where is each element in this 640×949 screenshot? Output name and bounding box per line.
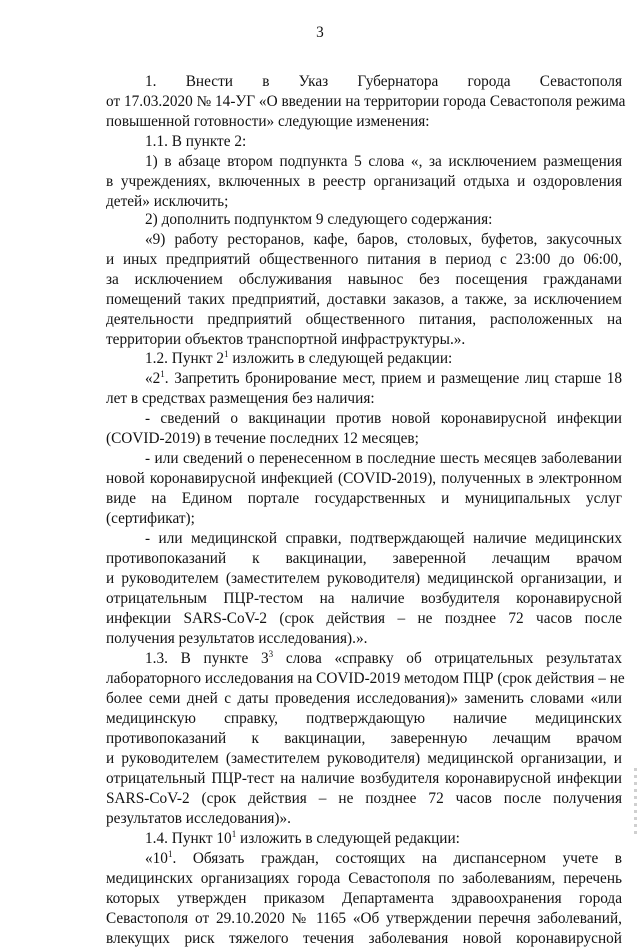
text-line: противопоказаний к вакцинации, заверенной лечащим врачом bbox=[106, 550, 622, 567]
superscript: 1 bbox=[167, 849, 173, 859]
text-line: 1.4. Пункт $10^1$ изложить в следующей редакции: bbox=[145, 829, 460, 847]
text-line: «$2^1$. Запретить бронирование мест, прием и размещение лиц старше 18 bbox=[145, 369, 622, 387]
text-line: и руководителем (заместителем руководителя) медицинской организации, и bbox=[106, 750, 622, 767]
text-line: за исключением обслуживания навынос без посещения гражданами bbox=[106, 271, 622, 288]
text-line: в учреждениях, включенных в реестр организаций отдыха и оздоровления bbox=[106, 173, 622, 190]
text-line: от 17.03.2020 № 14-УГ «О введении на территории города Севастополя режима bbox=[106, 93, 626, 110]
text-line: Севастополя от 29.10.2020 № 1165 «Об утверждении перечня заболеваний, bbox=[106, 910, 622, 927]
superscript: 3 bbox=[268, 649, 274, 659]
text-line: новой коронавирусной инфекцией (COVID-2019), полученных в электронном bbox=[106, 470, 622, 487]
text-line: 1.2. Пункт $2^1$ изложить в следующей редакции: bbox=[145, 349, 453, 367]
text-line: повышенной готовности» следующие изменения: bbox=[106, 113, 430, 130]
text-line: - или медицинской справки, подтверждающей наличие медицинских bbox=[145, 530, 622, 547]
text-line: деятельности предприятий общественного питания, расположенных на bbox=[106, 311, 622, 328]
text-line: отрицательным ПЦР-тестом на наличие возбудителя коронавирусной bbox=[106, 590, 622, 607]
text-line: 1) в абзаце втором подпункта 5 слова «, за исключением размещения bbox=[145, 153, 622, 170]
text-line: детей» исключить; bbox=[106, 193, 229, 210]
superscript: 1 bbox=[160, 369, 165, 379]
page-number: 3 bbox=[316, 24, 324, 41]
text-line: противопоказаний к вакцинации, заверенную лечащим врачом bbox=[106, 730, 622, 747]
text-line: и руководителем (заместителем руководителя) медицинской организации, и bbox=[106, 570, 622, 587]
text-line: которых утвержден приказом Департамента здравоохранения города bbox=[106, 890, 622, 907]
text-line: 2) дополнить подпунктом 9 следующего содержания: bbox=[145, 211, 493, 228]
text-line: получения результатов исследования).». bbox=[106, 630, 368, 647]
text-line: 1. Внести в Указ Губернатора города Севастополя bbox=[145, 73, 622, 90]
superscript: 1 bbox=[231, 829, 237, 839]
text-line: результатов исследования)». bbox=[106, 810, 291, 827]
text-line: инфекции SARS-CoV-2 (срок действия – не позднее 72 часов после bbox=[106, 610, 622, 627]
text-line: лабораторного исследования на COVID-2019 методом ПЦР (срок действия – не bbox=[106, 670, 625, 687]
text-line: лет в средствах размещения без наличия: bbox=[106, 390, 375, 407]
text-line: медицинскую справку, подтверждающую наличие медицинских bbox=[106, 710, 622, 727]
text-line: «$10^1$. Обязать граждан, состоящих на диспансерном учете в bbox=[145, 849, 622, 867]
text-line: виде на Едином портале государственных и муниципальных услуг bbox=[106, 490, 622, 507]
text-line: 1.3. В пункте $3^3$ слова «справку об отрицательных результатах bbox=[145, 649, 622, 667]
text-line: помещений таких предприятий, доставки заказов, а также, за исключением bbox=[106, 291, 622, 308]
text-line: влекущих риск тяжелого течения заболевания новой коронавирусной bbox=[106, 930, 622, 947]
text-line: отрицательный ПЦР-тест на наличие возбудителя коронавирусной инфекции bbox=[106, 770, 622, 787]
text-line: (сертификат); bbox=[106, 510, 195, 527]
text-line: SARS-CoV-2 (срок действия – не позднее 72 часов после получения bbox=[106, 790, 622, 807]
text-line: (COVID-2019) в течение последних 12 месяцев; bbox=[106, 430, 419, 447]
text-line: «9) работу ресторанов, кафе, баров, столовых, буфетов, закусочных bbox=[145, 231, 622, 248]
text-line: более семи дней с даты проведения исследования)» заменить словами «или bbox=[106, 690, 622, 707]
text-line: 1.1. В пункте 2: bbox=[145, 133, 247, 150]
text-line: - или сведений о перенесенном в последние шесть месяцев заболевании bbox=[145, 450, 622, 467]
text-line: и иных предприятий общественного питания в период с 23:00 до 06:00, bbox=[106, 251, 622, 268]
text-line: - сведений о вакцинации против новой коронавирусной инфекции bbox=[145, 410, 622, 427]
scan-artifact bbox=[634, 768, 637, 838]
text-line: медицинских организациях города Севастополя по заболеваниям, перечень bbox=[106, 870, 622, 887]
superscript: 1 bbox=[224, 349, 229, 359]
text-line: территории объектов транспортной инфраструктуры.». bbox=[106, 331, 466, 348]
